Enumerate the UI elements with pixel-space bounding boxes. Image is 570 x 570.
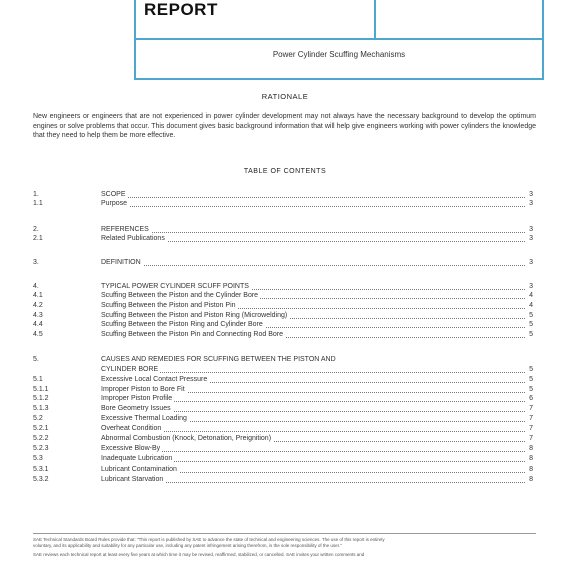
toc-entry-page: 5: [529, 312, 533, 319]
toc-entry-number: 5.1.3: [33, 405, 49, 412]
toc-entry-number: 1.1: [33, 200, 43, 207]
toc-entry: [33, 415, 533, 425]
toc-entry-title: CAUSES AND REMEDIES FOR SCUFFING BETWEEN THE PISTON AND: [101, 356, 336, 363]
toc-entry-title: Overheat Condition: [101, 425, 162, 432]
toc-entry: [33, 200, 533, 210]
toc-entry-title: Inadequate Lubrication: [101, 455, 173, 462]
toc-entry-page: 7: [529, 425, 533, 432]
document-subtitle: Power Cylinder Scuffing Mechanisms: [272, 50, 406, 59]
footer-line-3: SAE reviews each technical report at least every five years at which time it may be revised, reaffirmed, stabilized, or cancelled. SAE invites your written comments and: [33, 552, 365, 557]
toc-entry-title: Improper Piston to Bore Fit: [101, 386, 185, 393]
toc-entry: [33, 321, 533, 331]
report-label: REPORT: [144, 0, 218, 19]
toc-entry-page: 3: [529, 200, 533, 207]
toc-entry: [33, 356, 533, 366]
toc-entry-number: 4.4: [33, 321, 43, 328]
toc-entry-page: 5: [529, 386, 533, 393]
toc-entry: [33, 259, 533, 269]
toc-entry-page: 4: [529, 302, 533, 309]
toc-entry-page: 3: [529, 235, 533, 242]
toc-entry-number: 4.5: [33, 331, 43, 338]
toc-entry-page: 5: [529, 366, 533, 373]
toc-entry-title: Scuffing Between the Piston and Piston Ring (Microwelding): [101, 312, 288, 319]
toc-entry-page: 3: [529, 226, 533, 233]
toc-entry-number: 2.: [33, 226, 39, 233]
toc-entry-number: 2.1: [33, 235, 43, 242]
toc-entry: [33, 302, 533, 312]
toc-entry-page: 5: [529, 331, 533, 338]
footer-rule: [33, 533, 536, 534]
toc-entry-page: 7: [529, 435, 533, 442]
toc-entry-title: Lubricant Contamination: [101, 466, 177, 473]
toc-entry: [33, 425, 533, 435]
toc-leader-dots: [101, 197, 525, 198]
toc-leader-dots: [101, 265, 525, 266]
rationale-text: New engineers or engineers that are not experienced in power cylinder development may not always have the necessary background to develop the optimum engines or solve problems that occur. This document gives basic background information that will help give engineers working with power cylinders the knowledge that they need to help them be more effective.: [33, 113, 536, 139]
toc-entry-number: 5.3: [33, 455, 43, 462]
toc-entry-number: 5.3.1: [33, 466, 49, 473]
footer-line-2: voluntary, and its applicability and suitability for any particular use, including any patent infringement arising therefrom, is the sole responsibility of the user.": [33, 543, 342, 548]
toc-entry-number: 5.2.3: [33, 445, 49, 452]
toc-entry-title: Abnormal Combustion (Knock, Detonation, Preignition): [101, 435, 272, 442]
toc-entry-title: Scuffing Between the Piston and Piston Pin: [101, 302, 236, 309]
toc-entry-number: 5.3.2: [33, 476, 49, 483]
toc-entry-number: 4.1: [33, 292, 43, 299]
toc-leader-dots: [101, 431, 525, 432]
toc-entry: [33, 331, 533, 341]
toc-entry-page: 7: [529, 405, 533, 412]
rationale-heading: RATIONALE: [261, 92, 309, 101]
toc-entry: [33, 455, 533, 465]
toc-entry-page: 6: [529, 395, 533, 402]
toc-entry: [33, 376, 533, 386]
toc-entry-page: 8: [529, 476, 533, 483]
toc-entry-title: DEFINITION: [101, 259, 141, 266]
toc-entry-title: Excessive Thermal Loading: [101, 415, 187, 422]
toc-entry-title: Scuffing Between the Piston Pin and Connecting Rod Bore: [101, 331, 283, 338]
toc-entry-title: Purpose: [101, 200, 128, 207]
toc-entry-title: Lubricant Starvation: [101, 476, 164, 483]
toc-entry-page: 8: [529, 466, 533, 473]
toc-entry-title: SCOPE: [101, 191, 126, 198]
toc-entry-number: 4.2: [33, 302, 43, 309]
toc-entry-page: 4: [529, 292, 533, 299]
toc-entry-page: 8: [529, 445, 533, 452]
footer-line-1: SAE Technical Standards Board Rules provide that: "This report is published by SAE to advance the state of technical and engineering sciences. The use of this report is entirely: [33, 537, 385, 542]
toc-entry: [33, 466, 533, 476]
toc-entry-title: Excessive Blow-By: [101, 445, 161, 452]
toc-entry-number: 4.3: [33, 312, 43, 319]
toc-entry-number: 5.2.1: [33, 425, 49, 432]
toc-entry-number: 1.: [33, 191, 39, 198]
toc-entry: [33, 445, 533, 455]
toc-entry-title: TYPICAL POWER CYLINDER SCUFF POINTS: [101, 283, 249, 290]
toc-entry: [33, 435, 533, 445]
toc-leader-dots: [101, 451, 525, 452]
toc-heading: TABLE OF CONTENTS: [243, 168, 327, 175]
toc-leader-dots: [101, 372, 525, 373]
report-header-box: [134, 0, 544, 80]
toc-entry: [33, 235, 533, 245]
toc-entry: [33, 292, 533, 302]
toc-entry-page: 3: [529, 191, 533, 198]
toc-entry-number: 5.2.2: [33, 435, 49, 442]
toc-entry-number: 4.: [33, 283, 39, 290]
toc-entry: [33, 395, 533, 405]
toc-entry-page: 3: [529, 259, 533, 266]
toc-entry-page: 8: [529, 455, 533, 462]
toc-entry-title: Scuffing Between the Piston and the Cylinder Bore: [101, 292, 259, 299]
toc-entry-page: 7: [529, 415, 533, 422]
toc-entry-number: 5.1.2: [33, 395, 49, 402]
toc-entry-number: 5.: [33, 356, 39, 363]
toc-entry: [33, 366, 533, 376]
toc-entry-page: 3: [529, 283, 533, 290]
toc-entry-page: 5: [529, 376, 533, 383]
toc-entry-page: 5: [529, 321, 533, 328]
toc-entry-number: 5.1.1: [33, 386, 49, 393]
toc-leader-dots: [101, 232, 525, 233]
toc-entry-title: REFERENCES: [101, 226, 149, 233]
toc-entry-number: 3.: [33, 259, 39, 266]
toc-entry-title: Improper Piston Profile: [101, 395, 173, 402]
toc-entry-number: 5.1: [33, 376, 43, 383]
toc-entry-title: Scuffing Between the Piston Ring and Cylinder Bore: [101, 321, 263, 328]
toc-leader-dots: [101, 206, 525, 207]
toc-entry-title: CYLINDER BORE: [101, 366, 159, 373]
toc-entry-number: 5.2: [33, 415, 43, 422]
toc-entry: [33, 476, 533, 486]
toc-entry: [33, 405, 533, 415]
header-divider: [374, 0, 376, 38]
toc-entry-title: Related Publications: [101, 235, 165, 242]
toc-entry-title: Bore Geometry Issues: [101, 405, 171, 412]
toc-entry-title: Excessive Local Contact Pressure: [101, 376, 208, 383]
